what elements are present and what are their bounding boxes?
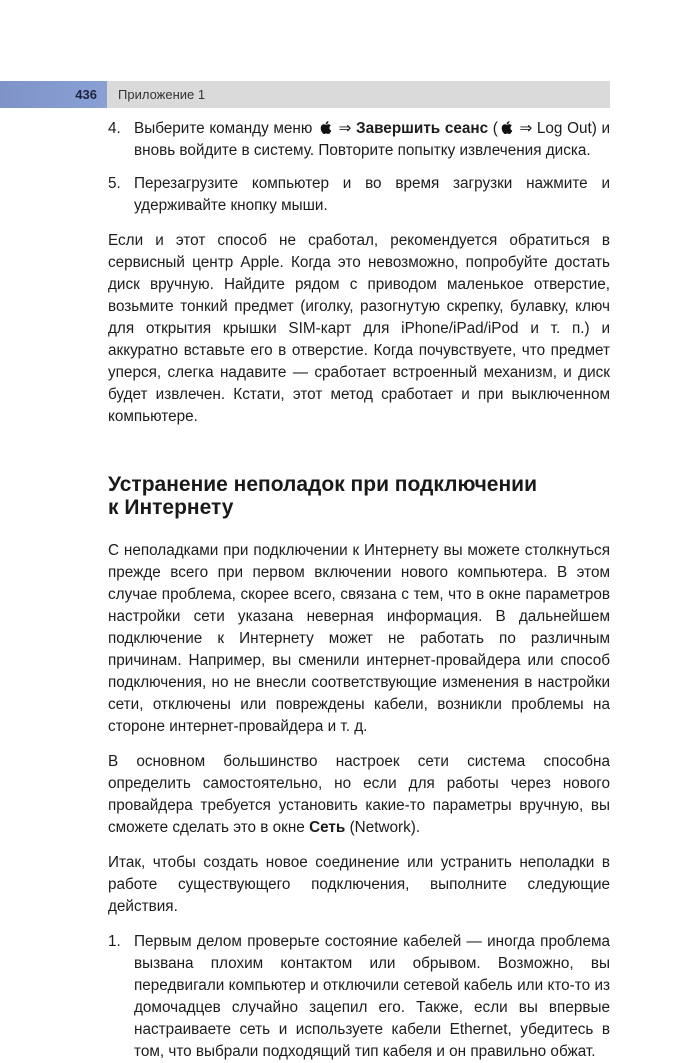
section-heading-line1: Устранение неполадок при подключении — [108, 473, 537, 496]
list-item-step-1 — [108, 931, 610, 1063]
list-text — [134, 118, 610, 162]
list-number: 4. — [108, 120, 121, 137]
step4-text-after: и вновь войдите в систему. Повторите попытку извлечения диска. — [134, 120, 610, 159]
chapter-title: Приложение 1 — [118, 87, 206, 102]
apple-menu-icon-2 — [500, 120, 513, 135]
arrow-symbol: ⇒ — [338, 120, 352, 137]
section-heading — [108, 473, 610, 519]
network-window-name: Сеть — [309, 819, 346, 836]
apple-menu-icon — [319, 120, 332, 135]
menu-command-english: Log Out) — [536, 120, 597, 137]
page-number: 436 — [75, 87, 97, 102]
paragraph-apple-service: Если и этот способ не сработал, рекомендуется обратиться в сервисный центр Apple. Когда это невозможно, попробуйте достать диск вручную. Найдите рядом с приводом маленькое отверстие, возьмите тонкий предмет (иголку, разогнутую скрепку, булавку, ключ для открытия крышки SIM-карт для iPhone/iPad/iPod и т. п.) и аккуратно вставьте его в отверстие. Когда почувствуете, что предмет уперся, слегка надавите — сработает встроенный механизм, и диск будет извлечен. Кстати, этот метод сработает и при выключенном компьютере. — [108, 232, 610, 425]
paren-open: ( — [492, 120, 498, 137]
list-number: 5. — [108, 175, 121, 192]
menu-command-bold: Завершить сеанс — [356, 120, 489, 137]
page-number-box — [0, 81, 107, 108]
page-body — [108, 118, 610, 1063]
arrow-symbol-2: ⇒ — [519, 120, 533, 137]
list-text: Первым делом проверьте состояние кабелей — иногда проблема вызвана плохим контактом или обрывом. Возможно, вы передвигали компьютер и отключили сетевой кабель или кто-то из домочадцев случайно зацепил его. Также, если вы впервые настраиваете сеть и используете кабели Ethernet, убедитесь в том, что выбрали подходящий тип кабеля и он правильно обжат. — [134, 933, 610, 1060]
paragraph-steps-intro: Итак, чтобы создать новое соединение или устранить неполадки в работе существующего подключения, выполните следующие действия. — [108, 854, 610, 915]
running-header — [0, 81, 610, 108]
section-heading-line2: к Интернету — [108, 496, 234, 519]
network-text-after: (Network). — [349, 819, 421, 836]
list-item-step-4 — [108, 118, 610, 162]
paragraph-internet-problems: С неполадками при подключении к Интернету вы можете столкнуться прежде всего при первом включении нового компьютера. В этом случае проблема, скорее всего, связана с тем, что в окне параметров настройки сети указана неверная информация. В дальнейшем подключение к Интернету может не работать по различным причинам. Например, вы сменили интернет-провайдера или способ подключения, но не внесли соответствующие изменения в настройки сети, отключены или повреждены кабели, возникли проблемы на стороне интернет-провайдера и т. д. — [108, 542, 610, 735]
network-text-before: В основном большинство настроек сети система способна определить самостоятельно, но если для работы через нового провайдера требуется установить какие-то параметры вручную, вы сможете сделать это в окне — [108, 753, 610, 836]
paragraph-network-settings — [108, 751, 610, 839]
list-item-step-5 — [108, 173, 610, 217]
list-number: 1. — [108, 933, 121, 950]
chapter-title-box — [107, 81, 610, 108]
step4-text-before: Выберите команду меню — [134, 120, 313, 137]
list-text: Перезагрузите компьютер и во время загрузки нажмите и удерживайте кнопку мыши. — [134, 175, 610, 214]
